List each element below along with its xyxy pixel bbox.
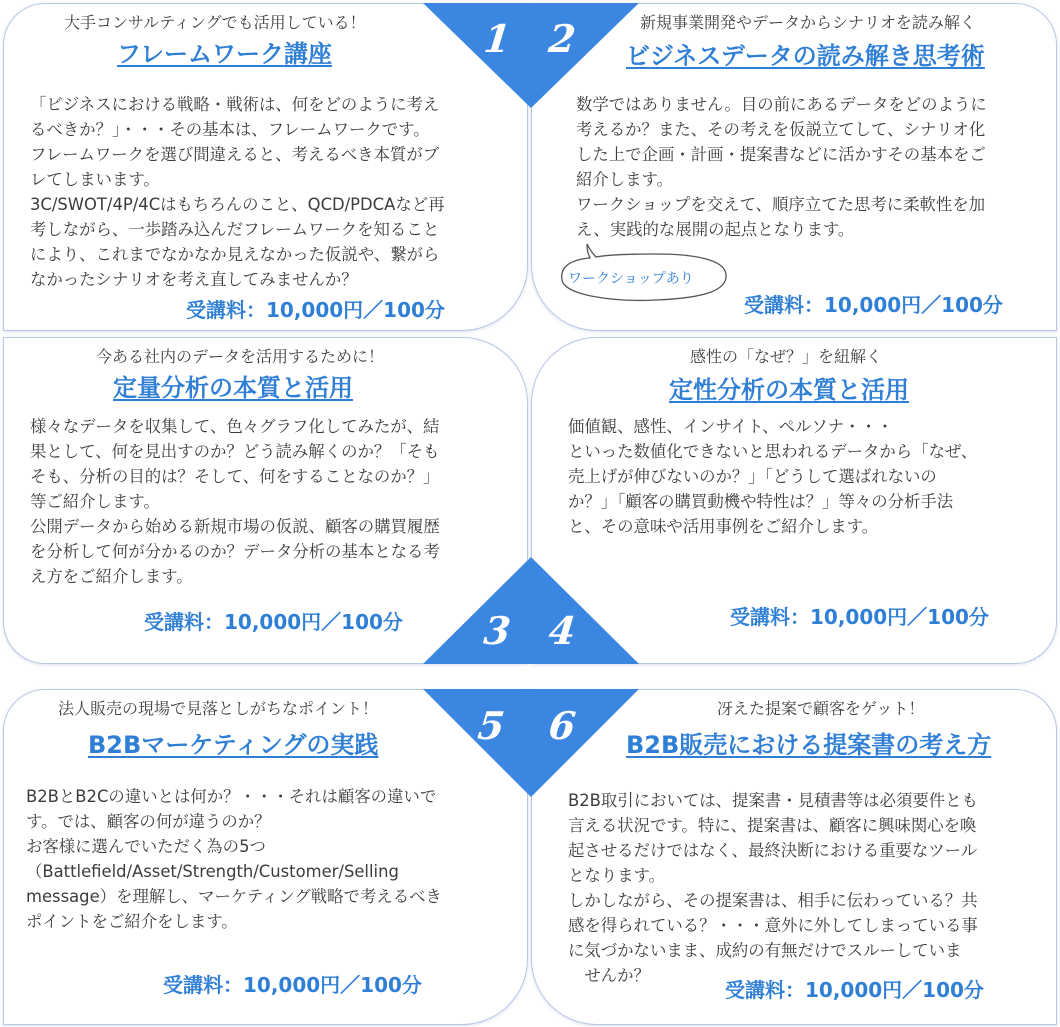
card-2-body: 数学ではありません。目の前にあるデータをどのように 考えるか？また、その考えを仮説立てして、シナリオ化 した上で企画・計画・提案書などに活かすその基本をご 紹介します。 ワークショップを交えて、順序立てた思考に柔軟性を加 え、実践的な展開の起点となります。 [576, 95, 987, 239]
card-6-price: 受講料：10,000円／100分 [725, 978, 984, 1002]
card-6-subtitle: 冴えた提案で顧客をゲット！ [717, 699, 925, 718]
card-3-price: 受講料：10,000円／100分 [144, 610, 403, 634]
card-1-title[interactable]: フレームワーク講座 [117, 40, 333, 68]
card-3-subtitle: 今ある社内のデータを活用するために！ [96, 347, 385, 366]
number-badge-6: 6 [546, 703, 578, 748]
number-badge-2: 2 [546, 16, 578, 61]
card-5-price: 受講料：10,000円／100分 [163, 973, 422, 997]
number-badge-1-icon [423, 3, 531, 108]
number-badge-3-icon [423, 557, 531, 664]
card-2-title[interactable]: ビジネスデータの読み解き思考術 [626, 42, 985, 70]
card-1-price: 受講料：10,000円／100分 [186, 298, 445, 322]
card-4-body: 価値観、感性、インサイト、ペルソナ・・・ といった数値化できないと思われるデータから「なぜ、 売上げが伸びないのか？」「どうして選ばれないの か？」「顧客の購買動機や特性は？」等々の分析手法 と、その意味や活用事例をご紹介します。 [568, 417, 978, 536]
card-5-title[interactable]: B2Bマーケティングの実践 [88, 731, 379, 759]
number-badge-4: 4 [546, 608, 578, 653]
card-3-title[interactable]: 定量分析の本質と活用 [113, 374, 353, 402]
card-2-price: 受講料：10,000円／100分 [744, 293, 1003, 317]
card-6-body: B2B取引においては、提案書・見積書等は必須要件とも 言える状況です。特に、提案書は、顧客に興味関心を喚 起させるだけではなく、最終決断における重要なツール となります。 しかしながら、その提案書は、相手に伝わっている？共 感を得られている？・・・意外に外してしまっている事 に気づかないまま、成約の有無だけでスルーしていま せんか？ [568, 791, 978, 985]
card-1-body: 「ビジネスにおける戦略・戦術は、何をどのように考え るべきか？」・・・その基本は、フレームワークです。 フレームワークを選び間違えると、考えるべき本質がブ レてしまいます。 3C/SWOT/4P/4Cはもちろんのこと、QCD/PDCAなど再 考しながら、一歩踏み込んだフレームワークを知ること により、これまでなかなか見えなかった仮説や、繋がら なかったシナリオを考え直してみませんか？ [30, 95, 445, 289]
number-badge-1: 1 [481, 16, 513, 61]
card-3-body: 様々なデータを収集して、色々グラフ化してみたが、結 果として、何を見出すのか？どう読み解くのか？「そも そも、分析の目的は？そして、何をすることなのか？」 等ご紹介します。 公開データから始める新規市場の仮説、顧客の購買履歴 を分析して何が分かるのか？データ分析の基本となる考 え方をご紹介します。 [30, 417, 440, 586]
card-4-title[interactable]: 定性分析の本質と活用 [669, 376, 909, 404]
number-badge-3: 3 [481, 608, 513, 653]
card-6-title[interactable]: B2B販売における提案書の考え方 [626, 731, 992, 759]
card-2-subtitle: 新規事業開発やデータからシナリオを読み解く [640, 13, 976, 32]
number-badge-5: 5 [475, 703, 507, 748]
workshop-badge: ワークショップあり [568, 271, 694, 287]
card-5-body: B2BとB2Cの違いとは何か？・・・それは顧客の違いで す。では、顧客の何が違うのか？ お客様に選んでいただく為の5つ （Battlefield/Asset/Strength/Customer/Selling message）を理解し、マーケティング戦略で考えるべき ポイントをご紹介をします。 [26, 787, 442, 931]
card-1-subtitle: 大手コンサルティングでも活用している！ [64, 13, 366, 32]
card-5-subtitle: 法人販売の現場で見落としがちなポイント！ [58, 699, 379, 718]
card-4-price: 受講料：10,000円／100分 [730, 605, 989, 629]
card-4-subtitle: 感性の「なぜ？」を紐解く [690, 347, 883, 366]
